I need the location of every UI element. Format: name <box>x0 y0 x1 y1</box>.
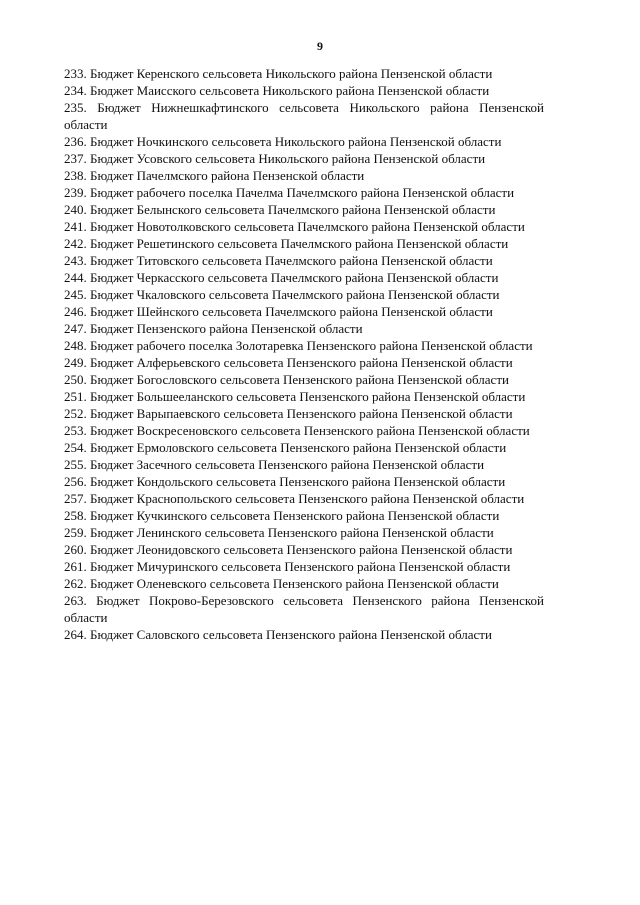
list-item <box>64 439 544 456</box>
item-number: 236. <box>64 134 87 149</box>
item-text: Бюджет Шейнского сельсовета Пачелмского района Пензенской области <box>90 304 493 319</box>
item-number: 264. <box>64 627 87 642</box>
item-text: Бюджет Ермоловского сельсовета Пензенского района Пензенской области <box>90 440 507 455</box>
item-text: Бюджет Мичуринского сельсовета Пензенского района Пензенской области <box>90 559 511 574</box>
item-number: 257. <box>64 491 87 506</box>
item-text: Бюджет Оленевского сельсовета Пензенского района Пензенской области <box>90 576 499 591</box>
item-number: 237. <box>64 151 87 166</box>
item-text: Бюджет Черкасского сельсовета Пачелмского района Пензенской области <box>90 270 499 285</box>
item-number: 248. <box>64 338 87 353</box>
item-text: Бюджет Маисского сельсовета Никольского района Пензенской области <box>90 83 490 98</box>
list-item <box>64 337 544 354</box>
list-item <box>64 201 544 218</box>
item-number: 241. <box>64 219 87 234</box>
list-item <box>64 286 544 303</box>
list-item <box>64 558 544 575</box>
item-number: 233. <box>64 66 87 81</box>
item-number: 261. <box>64 559 87 574</box>
list-item <box>64 354 544 371</box>
list-item <box>64 456 544 473</box>
list-item <box>64 133 544 150</box>
item-number: 235. <box>64 100 87 115</box>
item-text: Бюджет Керенского сельсовета Никольского района Пензенской области <box>90 66 493 81</box>
item-number: 239. <box>64 185 87 200</box>
list-item <box>64 99 544 133</box>
list-item <box>64 524 544 541</box>
item-number: 234. <box>64 83 87 98</box>
item-number: 256. <box>64 474 87 489</box>
item-text: Бюджет Решетинского сельсовета Пачелмского района Пензенской области <box>90 236 509 251</box>
item-text: Бюджет Пензенского района Пензенской области <box>90 321 363 336</box>
list-item <box>64 388 544 405</box>
item-text: Бюджет Ленинского сельсовета Пензенского района Пензенской области <box>90 525 494 540</box>
item-number: 255. <box>64 457 87 472</box>
item-number: 251. <box>64 389 87 404</box>
item-text: Бюджет Чкаловского сельсовета Пачелмского района Пензенской области <box>90 287 500 302</box>
item-text: Бюджет рабочего поселка Золотаревка Пензенского района Пензенской области <box>90 338 533 353</box>
list-item <box>64 252 544 269</box>
list-item <box>64 473 544 490</box>
item-text: Бюджет Алферьевского сельсовета Пензенского района Пензенской области <box>90 355 513 370</box>
item-text: Бюджет Белынского сельсовета Пачелмского района Пензенской области <box>90 202 496 217</box>
item-text: Бюджет Пачелмского района Пензенской области <box>90 168 365 183</box>
list-item <box>64 82 544 99</box>
list-item <box>64 626 544 643</box>
item-text: Бюджет Ночкинского сельсовета Никольского района Пензенской области <box>90 134 502 149</box>
item-text: Бюджет Покрово-Березовского сельсовета Пензенского района Пензенской области <box>64 593 545 625</box>
list-item <box>64 150 544 167</box>
item-number: 252. <box>64 406 87 421</box>
list-item <box>64 575 544 592</box>
item-text: Бюджет Усовского сельсовета Никольского района Пензенской области <box>90 151 486 166</box>
list-item <box>64 218 544 235</box>
item-number: 242. <box>64 236 87 251</box>
list-item <box>64 541 544 558</box>
list-item <box>64 303 544 320</box>
item-number: 260. <box>64 542 87 557</box>
list-item <box>64 269 544 286</box>
item-text: Бюджет Нижнешкафтинского сельсовета Никольского района Пензенской области <box>64 100 545 132</box>
list-item <box>64 422 544 439</box>
list-item <box>64 184 544 201</box>
item-number: 247. <box>64 321 87 336</box>
item-number: 244. <box>64 270 87 285</box>
item-number: 243. <box>64 253 87 268</box>
item-text: Бюджет рабочего поселка Пачелма Пачелмского района Пензенской области <box>90 185 515 200</box>
item-text: Бюджет Варыпаевского сельсовета Пензенского района Пензенской области <box>90 406 513 421</box>
list-item <box>64 65 544 82</box>
item-text: Бюджет Титовского сельсовета Пачелмского района Пензенской области <box>90 253 493 268</box>
budget-list <box>64 65 544 643</box>
item-number: 258. <box>64 508 87 523</box>
item-text: Бюджет Кондольского сельсовета Пензенского района Пензенской области <box>90 474 506 489</box>
item-number: 254. <box>64 440 87 455</box>
list-item <box>64 405 544 422</box>
item-number: 240. <box>64 202 87 217</box>
item-number: 259. <box>64 525 87 540</box>
item-text: Бюджет Краснопольского сельсовета Пензенского района Пензенской области <box>90 491 525 506</box>
item-number: 250. <box>64 372 87 387</box>
item-number: 245. <box>64 287 87 302</box>
item-text: Бюджет Кучкинского сельсовета Пензенского района Пензенской области <box>90 508 500 523</box>
item-text: Бюджет Новотолковского сельсовета Пачелмского района Пензенской области <box>90 219 525 234</box>
list-item <box>64 167 544 184</box>
item-text: Бюджет Большееланского сельсовета Пензенского района Пензенской области <box>90 389 526 404</box>
list-item <box>64 490 544 507</box>
item-number: 253. <box>64 423 87 438</box>
item-number: 238. <box>64 168 87 183</box>
item-text: Бюджет Воскресеновского сельсовета Пензенского района Пензенской области <box>90 423 530 438</box>
list-item <box>64 235 544 252</box>
item-number: 263. <box>64 593 87 608</box>
item-text: Бюджет Засечного сельсовета Пензенского района Пензенской области <box>90 457 485 472</box>
item-number: 262. <box>64 576 87 591</box>
item-number: 246. <box>64 304 87 319</box>
list-item <box>64 507 544 524</box>
item-text: Бюджет Саловского сельсовета Пензенского района Пензенской области <box>90 627 492 642</box>
item-number: 249. <box>64 355 87 370</box>
item-text: Бюджет Богословского сельсовета Пензенского района Пензенской области <box>90 372 509 387</box>
page-number: 9 <box>317 39 323 53</box>
list-item <box>64 592 544 626</box>
list-item <box>64 320 544 337</box>
item-text: Бюджет Леонидовского сельсовета Пензенского района Пензенской области <box>90 542 513 557</box>
list-item <box>64 371 544 388</box>
